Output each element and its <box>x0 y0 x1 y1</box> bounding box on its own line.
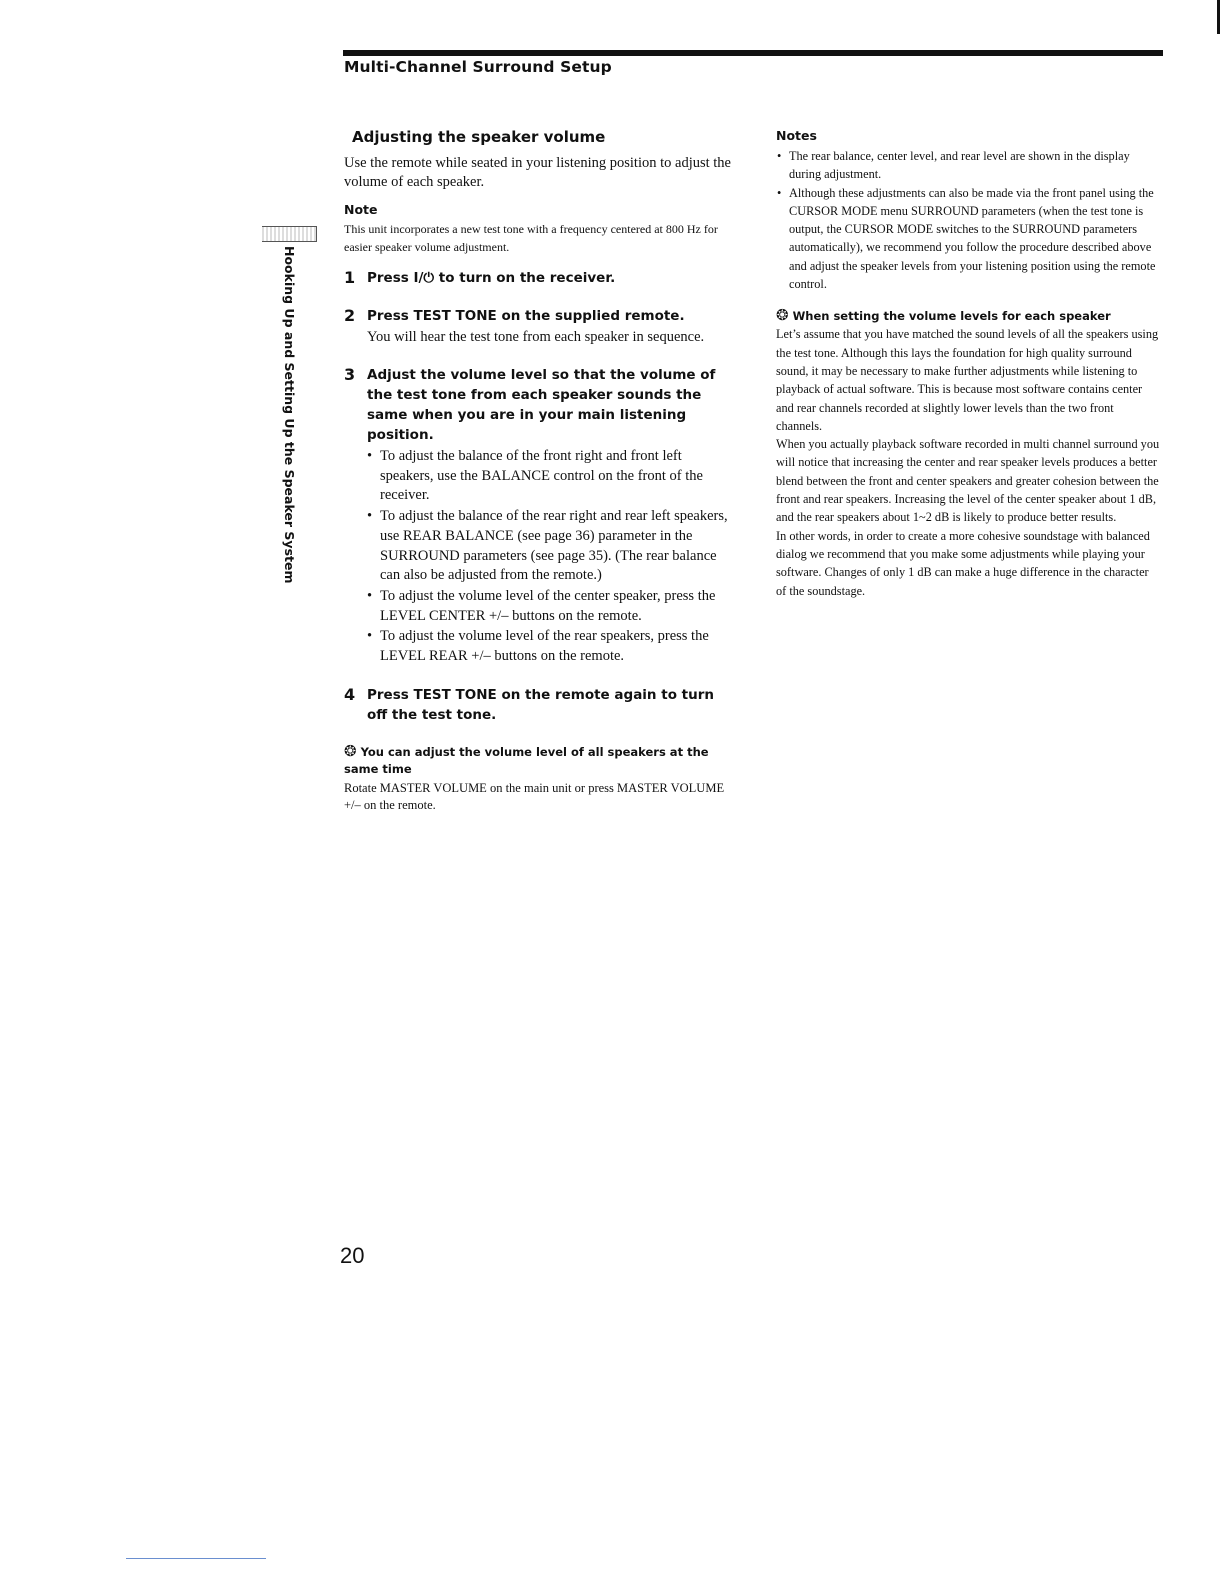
tip-lightbulb-icon: ❂ <box>776 306 789 325</box>
tip-title: When setting the volume levels for each speaker <box>792 309 1111 324</box>
list-item: • To adjust the volume level of the center speaker, press the LEVEL CENTER +/– buttons on the remote. <box>367 587 734 626</box>
list-item: • To adjust the balance of the rear right and rear left speakers, use REAR BALANCE (see page 36) parameter in the SURROUND parameters (see page 35). (The rear balance can also be adjusted from the remote.) <box>367 507 734 586</box>
tip-title: You can adjust the volume level of all speakers at the same time <box>344 744 709 776</box>
tip-lightbulb-icon: ❂ <box>344 741 357 760</box>
step-2 <box>344 306 734 347</box>
corner-crop-mark <box>1217 0 1220 34</box>
section-header: Multi-Channel Surround Setup <box>344 58 612 76</box>
tip-block <box>344 743 734 815</box>
list-item: • To adjust the volume level of the rear speakers, press the LEVEL REAR +/– buttons on the remote. <box>367 627 734 666</box>
list-item: • The rear balance, center level, and rear level are shown in the display during adjustment. <box>776 147 1161 184</box>
step-4 <box>344 685 734 725</box>
notes-label: Notes <box>776 128 817 143</box>
intro-text: Use the remote while seated in your listening position to adjust the volume of each speaker. <box>344 155 731 190</box>
step-1 <box>344 268 734 288</box>
left-column <box>344 128 734 815</box>
step-number: 1 <box>344 268 356 287</box>
top-rule <box>343 50 1163 56</box>
side-tab-marker <box>262 226 317 242</box>
tip-text: Rotate MASTER VOLUME on the main unit or press MASTER VOLUME +/– on the remote. <box>344 780 725 813</box>
tip-paragraph: In other words, in order to create a more cohesive soundstage with balanced dialog we recommend that you make some adjustments while playing your software. Changes of only 1 dB can make a huge difference in the character of the soundstage. <box>776 528 1150 598</box>
steps-list <box>344 268 734 725</box>
right-column <box>776 128 1161 600</box>
step-number: 4 <box>344 684 356 704</box>
note-label: Note <box>344 202 378 217</box>
step-3 <box>344 365 734 667</box>
list-item: • Although these adjustments can also be made via the front panel using the CURSOR MODE menu SURROUND parameters (when the test tone is output, the CURSOR MODE switches to the SURROUND parameters automatically), we recommend you follow the procedure described above and adjust the speaker levels from your listening position using the remote control. <box>776 184 1161 294</box>
step-title: Press I/⏻ to turn on the receiver. <box>367 270 616 286</box>
step-3-bullets <box>367 447 734 667</box>
page-title: Adjusting the speaker volume <box>352 128 606 146</box>
tip-paragraph: When you actually playback software recorded in multi channel surround you will notice that increasing the center and rear speaker levels produces a better blend between the front and center speakers and greater cohesion between the front and rear speakers. Increasing the level of the center speaker about 1 dB, and the rear speakers about 1~2 dB is likely to produce better results. <box>776 437 1160 525</box>
bottom-rule <box>126 1558 266 1559</box>
step-number: 3 <box>344 365 356 384</box>
page-number: 20 <box>340 1243 365 1268</box>
step-title: Press TEST TONE on the remote again to turn off the test tone. <box>367 686 714 723</box>
step-body: You will hear the test tone from each speaker in sequence. <box>367 329 705 345</box>
tip-paragraph: Let’s assume that you have matched the sound levels of all the speakers using the test tone. Although this lays the foundation for high quality surround sound, it may be necessary to make further adjustments while listening to playback of actual software. This is because most software contains center and rear channels recorded at slightly lower levels than the two front channels. <box>776 327 1159 433</box>
step-title: Press TEST TONE on the supplied remote. <box>367 308 685 324</box>
list-item: • To adjust the balance of the front right and front left speakers, use the BALANCE control on the front of the receiver. <box>367 447 734 506</box>
step-title: Adjust the volume level so that the volume of the test tone from each speaker sounds the same when you are in your main listening position. <box>367 367 716 443</box>
notes-list <box>776 147 1161 293</box>
note-text: This unit incorporates a new test tone with a frequency centered at 800 Hz for easier speaker volume adjustment. <box>344 222 718 254</box>
side-tab-label: Hooking Up and Setting Up the Speaker System <box>282 246 297 584</box>
step-number: 2 <box>344 306 356 325</box>
